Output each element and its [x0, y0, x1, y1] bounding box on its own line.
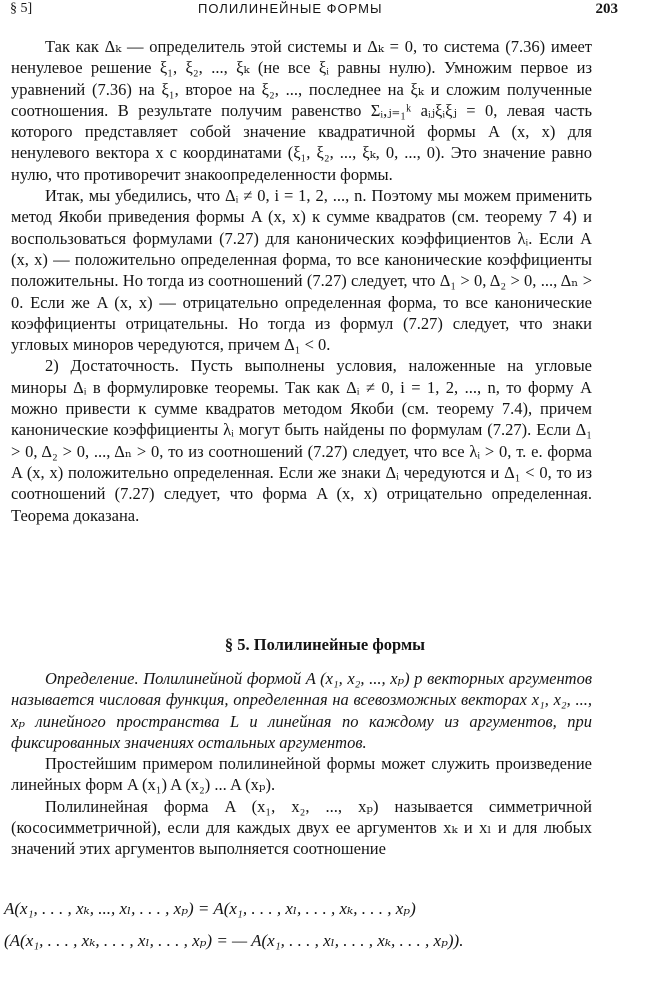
paragraph-4: Простейшим примером полилинейной формы может служить произведение линейных форм A (x₁) A (x₂) ... A (xₚ). — [11, 754, 592, 795]
proof-text — [11, 36, 592, 526]
section-title: § 5. Полилинейные формы — [224, 635, 426, 654]
page-number: 203 — [595, 1, 618, 17]
header-title: ПОЛИЛИНЕЙНЫЕ ФОРМЫ — [198, 1, 383, 16]
paragraph-5: Полилинейная форма A (x₁, x₂, ..., xₚ) называется симметричной (кососимметричной), если для каждых двух ее аргументов xₖ и xₗ и для любых значений этих аргументов выполняется соотношение — [11, 796, 592, 859]
definition-paragraph: Определение. Полилинейной формой A (x₁, x₂, ..., xₚ) p векторных аргументов называется числовая функция, определенная на всевозможных векторах x₁, x₂, ..., xₚ линейного пространства L и линейная по каждому из аргументов, при фиксированных значениях остальных аргументов. — [11, 669, 592, 752]
header-section-mark: § 5] — [10, 1, 33, 16]
formula-skew-symmetric: (A(x₁, . . . , xₖ, . . . , xₗ, . . . , xₚ) = — A(x₁, . . . , xₗ, . . . , xₖ, . . . , xₚ)). — [4, 931, 464, 950]
paragraph-3: 2) Достаточность. Пусть выполнены условия, наложенные на угловые миноры Δᵢ в формулировке теоремы. Так как Δᵢ ≠ 0, i = 1, 2, ..., n, то форму A можно привести к сумме квадратов методом Якоби (см. теорему 7.4), причем канонические коэффициенты λᵢ могут быть найдены по формулам (7.27). Если Δ₁ > 0, Δ₂ > 0, ..., Δₙ > 0, то из соотношений (7.27) следует, что все λᵢ > 0, т. е. форма A (x, x) положительно определенная. Если же знаки Δᵢ чередуются и Δ₁ < 0, то из соотношений (7.27) следует, что форма A (x, x) отрицательно определенная. Теорема доказана. — [11, 356, 592, 525]
running-header — [10, 0, 618, 20]
paragraph-2: Итак, мы убедились, что Δᵢ ≠ 0, i = 1, 2, ..., n. Поэтому мы можем применить метод Якоби приведения формы A (x, x) к сумме квадратов (см. теорему 7 4) и воспользоваться формулами (7.27) для канонических коэффициентов λᵢ. Если A (x, x) — положительно определенная форма, то все канонические коэффициенты положительны. Но тогда из соотношений (7.27) следует, что Δ₁ > 0, Δ₂ > 0, ..., Δₙ > 0. Если же A (x, x) — отрицательно определенная форма, то все канонические коэффициенты отрицательны. Но тогда из формул (7.27) следует, что знаки угловых миноров чередуются, причем Δ₁ < 0. — [11, 186, 592, 355]
formula-symmetric: A(x₁, . . . , xₖ, ..., xₗ, . . . , xₚ) = A(x₁, . . . , xₗ, . . . , xₖ, . . . , xₚ) — [4, 899, 416, 918]
definition-block — [11, 668, 592, 860]
paragraph-1: Так как Δₖ — определитель этой системы и Δₖ = 0, то система (7.36) имеет ненулевое решение ξ₁, ξ₂, ..., ξₖ (не все ξᵢ равны нулю). Умножим первое из уравнений (7.36) на ξ₁, второе на ξ₂, ..., последнее на ξₖ и сложим полученные соотношения. В результате получим равенство Σᵢ,ⱼ₌₁ᵏ aᵢⱼξᵢξⱼ = 0, левая часть которого представляет собой значение квадратичной формы A (x, x) для ненулевого вектора x с координатами (ξ₁, ξ₂, ..., ξₖ, 0, ..., 0). Это значение равно нулю, что противоречит знакоопределенности формы. — [11, 37, 592, 184]
